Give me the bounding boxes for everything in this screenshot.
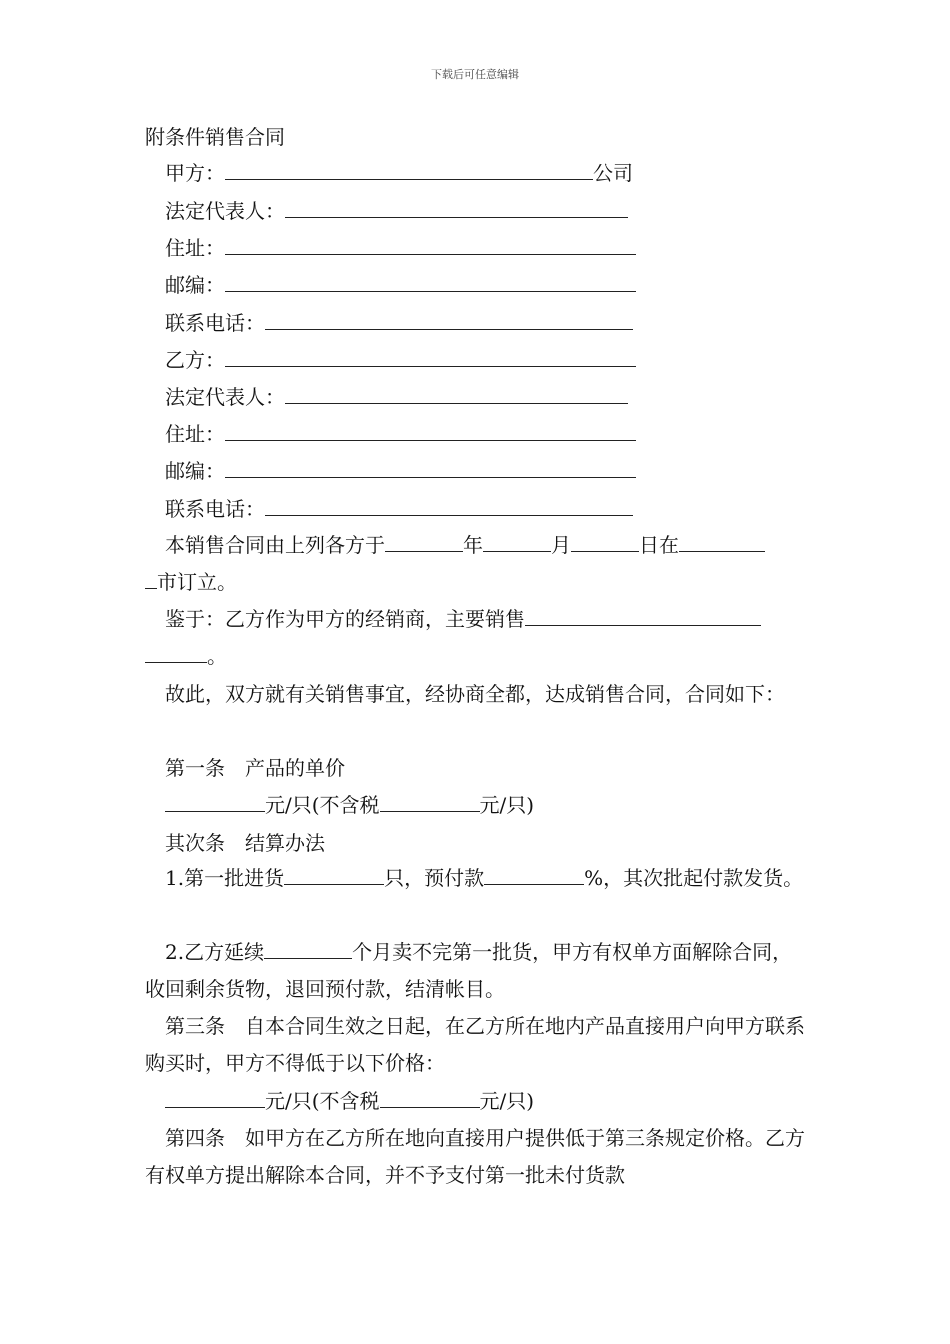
sign-date-prefix: 本销售合同由上列各方于 [165, 533, 385, 557]
price-tax-blank[interactable] [380, 793, 480, 812]
party-a-rep-label: 法定代表人： [165, 199, 285, 223]
prepay-blank[interactable] [484, 866, 584, 885]
page-header: 下载后可任意编辑 [431, 68, 519, 81]
party-b-rep-blank[interactable] [285, 383, 628, 404]
party-b-postcode-label: 邮编： [165, 459, 225, 483]
product-blank[interactable] [525, 607, 761, 626]
therefore-text: 故此，双方就有关销售事宜，经协商全都，达成销售合同，合同如下： [165, 682, 785, 706]
article2-item1 [145, 860, 810, 897]
article3-text: 第三条 自本合同生效之日起，在乙方所在地内产品直接用户向甲方联系购买时，甲方不得低于以下价格： [145, 1014, 805, 1075]
party-a-phone-blank[interactable] [265, 309, 633, 330]
article3-paragraph [145, 1008, 810, 1082]
party-b-rep-label: 法定代表人： [165, 385, 285, 409]
item2-end: 个月卖不完第一批货，甲方有权单方面解除合同，收回剩余货物，退回预付款，结清帐目。 [145, 940, 793, 1001]
party-b-name-blank[interactable] [225, 346, 636, 367]
whereas-prefix: 鉴于：乙方作为甲方的经销商，主要销售 [165, 607, 525, 631]
month-blank[interactable] [483, 533, 551, 552]
therefore-paragraph [145, 676, 810, 713]
party-b-address-label: 住址： [165, 422, 225, 446]
year-blank[interactable] [385, 533, 463, 552]
party-b-postcode-blank[interactable] [225, 457, 636, 478]
party-b-phone-label: 联系电话： [165, 497, 265, 521]
party-b-line [165, 346, 636, 373]
whereas-paragraph [145, 601, 810, 675]
quantity-blank[interactable] [284, 866, 384, 885]
whereas-end: 。 [207, 644, 227, 668]
item1-end: %，其次批起付款发货。 [584, 866, 804, 890]
party-b-phone-blank[interactable] [265, 495, 633, 516]
item2-prefix: 2.乙方延续 [165, 940, 265, 964]
price-unit: 元/只(不含税 [265, 793, 380, 817]
item1-prefix: 1.第一批进货 [165, 866, 285, 890]
months-blank[interactable] [264, 940, 352, 959]
product-blank-cont[interactable] [145, 644, 207, 663]
day-blank[interactable] [571, 533, 639, 552]
month-label: 月 [551, 533, 571, 557]
article1-heading: 第一条 产品的单价 [165, 756, 345, 780]
price-blank[interactable] [165, 793, 265, 812]
price-end: 元/只) [479, 793, 535, 817]
party-a-address-blank[interactable] [225, 234, 636, 255]
party-a-name-blank[interactable] [225, 159, 593, 180]
article3-price-blank[interactable] [165, 1089, 265, 1108]
article3-price-line [165, 1088, 534, 1114]
article1-price-line [165, 792, 534, 818]
item1-mid: 只，预付款 [384, 866, 485, 890]
article3-price-tax-blank[interactable] [380, 1089, 480, 1108]
party-b-address-line [165, 420, 636, 447]
article3-price-end: 元/只) [479, 1089, 535, 1113]
document-title: 附条件销售合同 [145, 125, 285, 149]
party-a-rep-blank[interactable] [285, 197, 628, 218]
party-a-suffix: 公司 [593, 161, 633, 185]
party-a-phone-line [165, 309, 633, 336]
article3-price-unit: 元/只(不含税 [265, 1089, 380, 1113]
party-b-label: 乙方： [165, 348, 225, 372]
sign-date-paragraph [145, 527, 810, 601]
party-a-phone-label: 联系电话： [165, 311, 265, 335]
city-blank-cont[interactable] [145, 570, 157, 589]
party-a-label: 甲方： [165, 161, 225, 185]
year-label: 年 [463, 533, 483, 557]
party-a-line [165, 159, 633, 186]
party-a-rep-line [165, 197, 628, 224]
article4-text: 第四条 如甲方在乙方所在地向直接用户提供低于第三条规定价格。乙方有权单方提出解除本合同，并不予支付第一批未付货款 [145, 1126, 805, 1187]
party-a-address-label: 住址： [165, 236, 225, 260]
party-a-postcode-label: 邮编： [165, 273, 225, 297]
party-a-postcode-blank[interactable] [225, 271, 636, 292]
party-b-postcode-line [165, 457, 636, 484]
city-label: 市订立。 [157, 570, 237, 594]
party-b-phone-line [165, 495, 633, 522]
party-b-rep-line [165, 383, 628, 410]
article2-item2 [145, 934, 810, 1008]
article4-paragraph [145, 1120, 810, 1194]
day-label: 日在 [639, 533, 679, 557]
party-b-address-blank[interactable] [225, 420, 636, 441]
city-blank[interactable] [679, 533, 765, 552]
article2-heading: 其次条 结算办法 [165, 831, 325, 855]
party-a-address-line [165, 234, 636, 261]
party-a-postcode-line [165, 271, 636, 298]
